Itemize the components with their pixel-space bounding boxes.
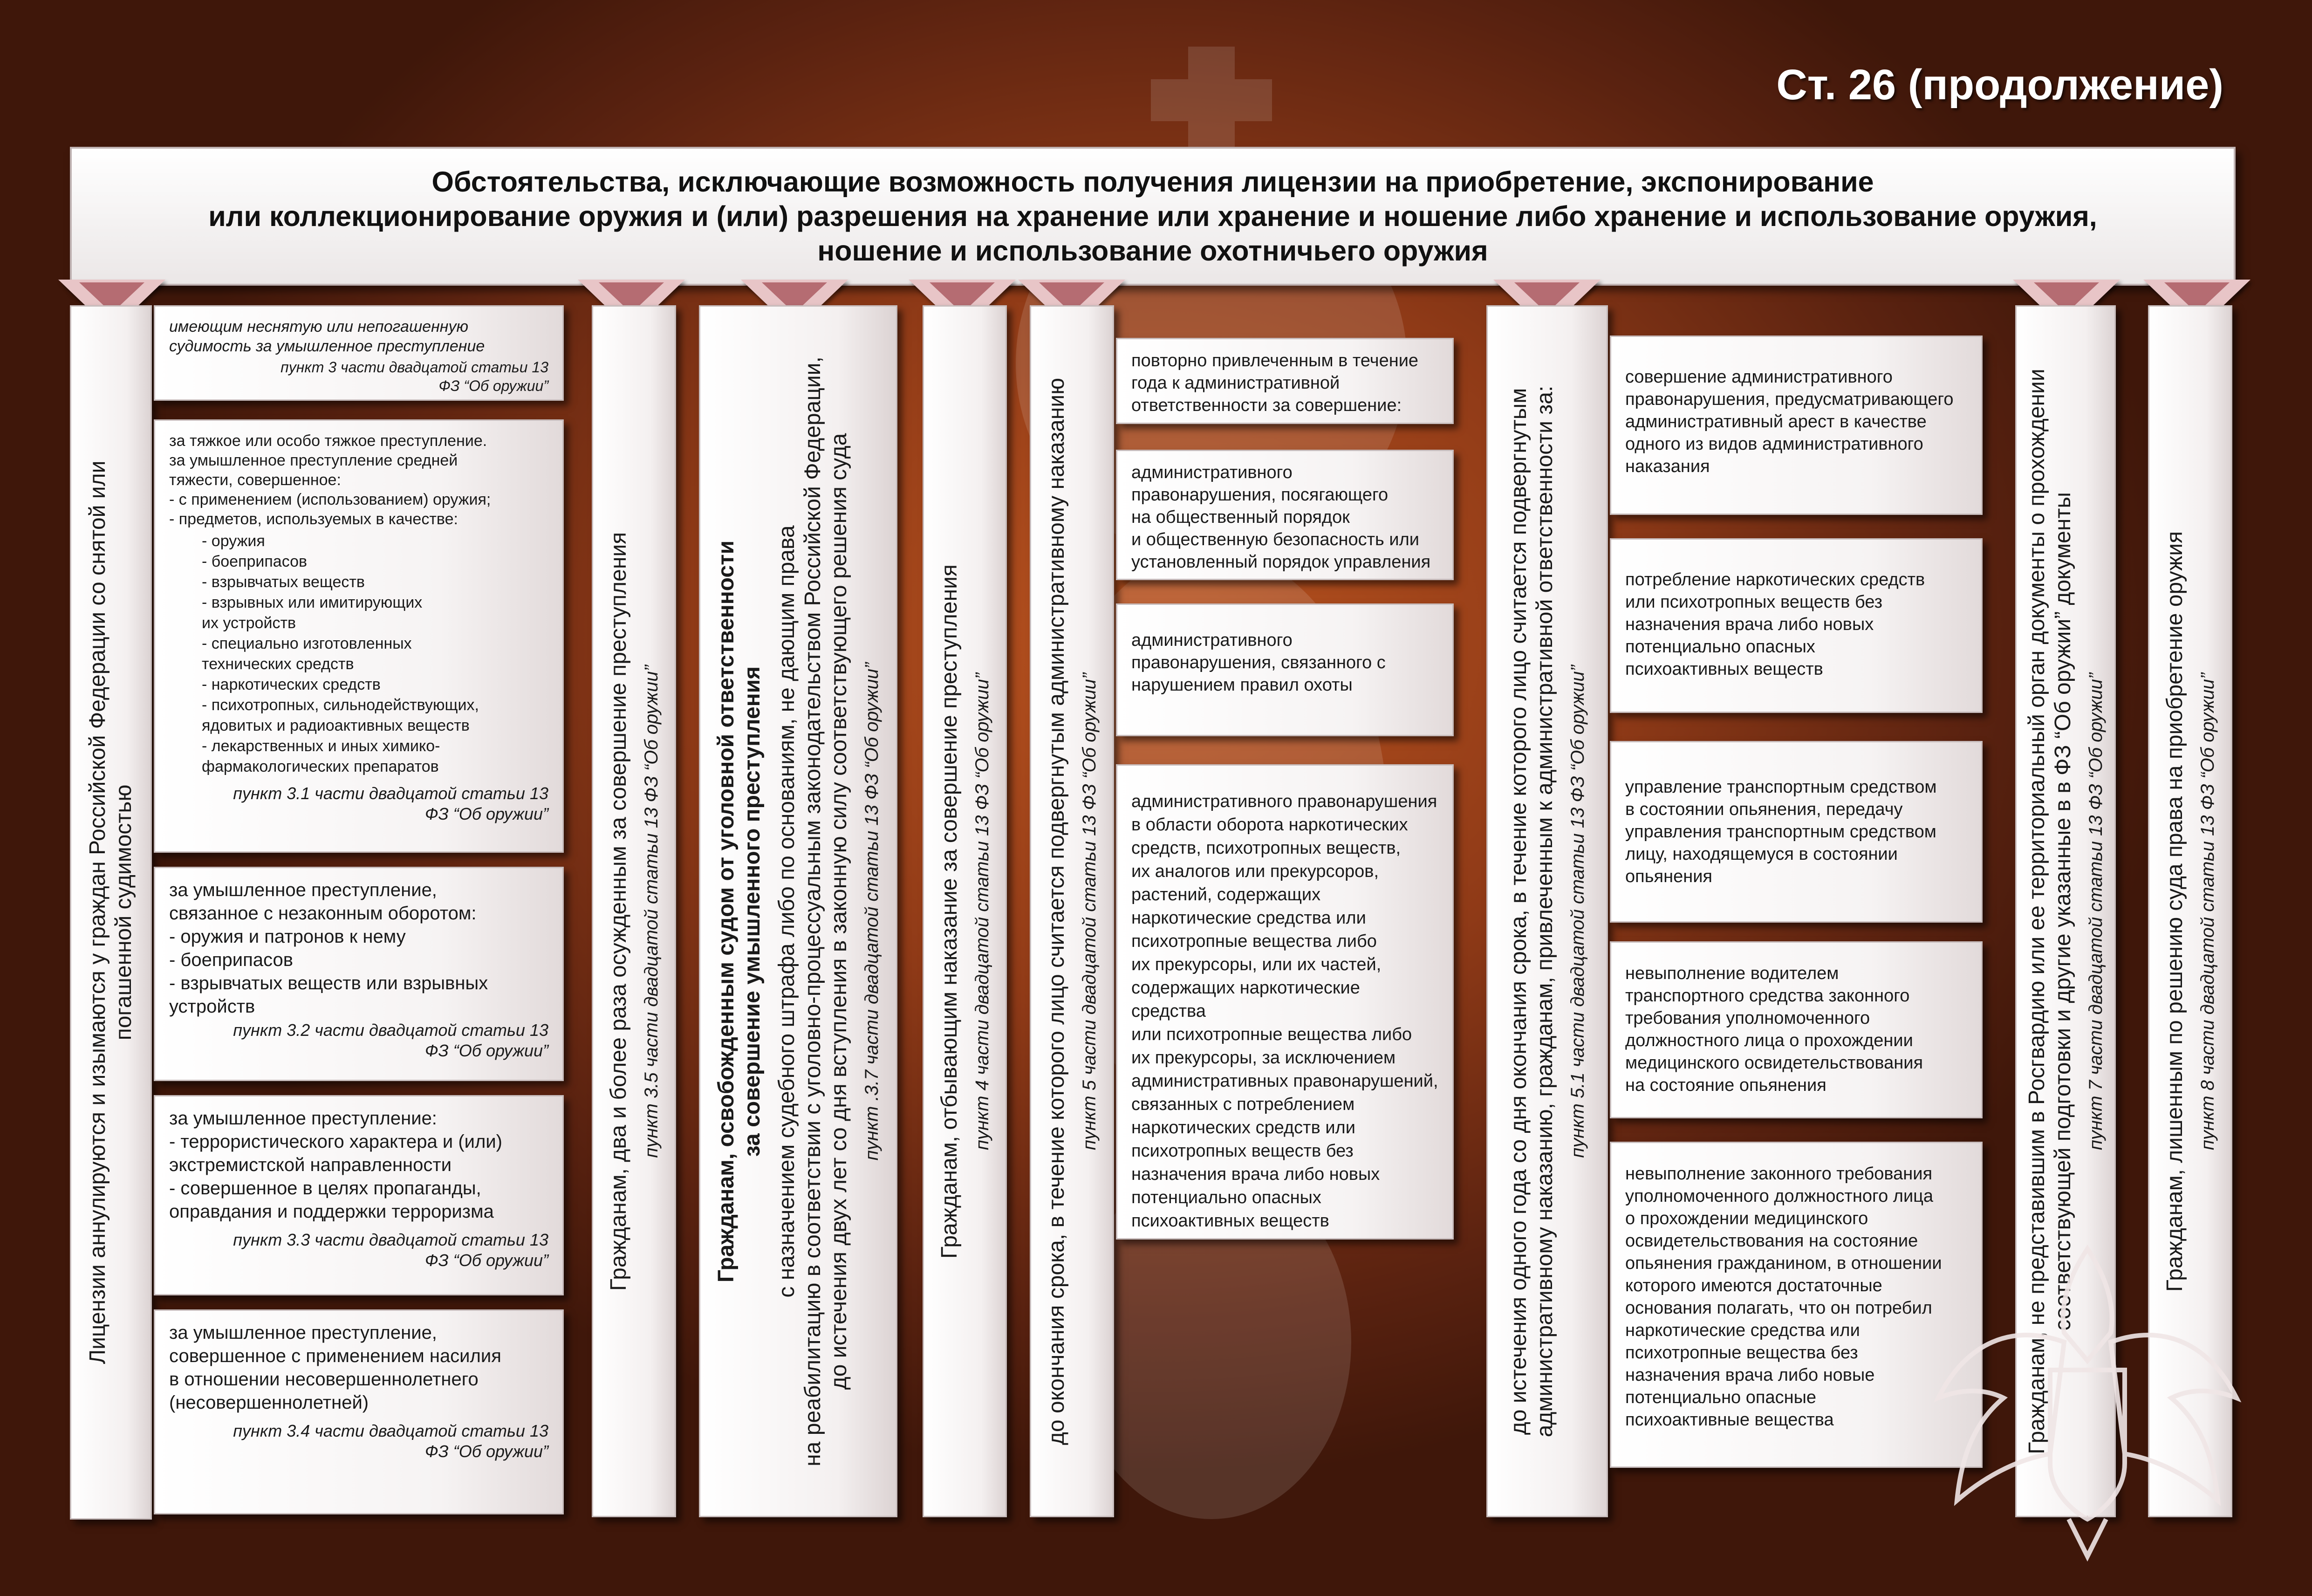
- box-1-2-item: - взрывных или имитирующих их устройств: [202, 592, 548, 633]
- column-5: [1030, 305, 1114, 1517]
- box-1-2-item: - наркотических средств: [202, 674, 548, 695]
- box-1-2-item: - специально изготовленных технических средств: [202, 633, 548, 674]
- box-1-3: [154, 867, 564, 1081]
- column-8-ref: пункт 8 части двадцатой статьи 13 ФЗ “Об оружии”: [2197, 672, 2218, 1150]
- box-1-1: [154, 305, 564, 401]
- column-6: [1486, 305, 1608, 1517]
- box-6-4: [1610, 941, 1983, 1118]
- box-1-1-ref: пункт 3 части двадцатой статьи 13 ФЗ “Об оружии”: [280, 359, 548, 394]
- column-3: [699, 305, 897, 1517]
- box-5-4-text: административного правонарушения в области оборота наркотических средств, психотропных веществ, их аналогов или прекурсоров, растений, содержащих наркотические средства или психотропные вещества либо их прекурсоры, или их частей, содержащих наркотические средства или психотропные вещества либо их прекурсоры, за исключением административных правонарушений, связанных с потреблением наркотических средств или психотропных веществ без назначения врача либо новых потенциально опасных психоактивных веществ: [1131, 792, 1438, 1231]
- box-1-2-item: - психотропных, сильнодействующих, ядовитых и радиоактивных веществ: [202, 695, 548, 736]
- header-box: [70, 147, 2236, 286]
- box-5-2-text: административного правонарушения, посягающего на общественный порядок и общественную безопасность или установленный порядок управления: [1131, 463, 1431, 572]
- box-1-4-ref: пункт 3.3 части двадцатой статьи 13 ФЗ “Об оружии”: [233, 1230, 548, 1270]
- column-4: [923, 305, 1007, 1517]
- column-7-main: Гражданам, не представившим в Росгвардию или ее территориальный орган документы о прохождении соответствующей подготовки и другие указанные в в ФЗ “Об оружии” документы: [2025, 368, 2075, 1454]
- box-1-2-item: - оружия: [202, 531, 548, 551]
- box-5-3-text: административного правонарушения, связанного с нарушением правил охоты: [1131, 630, 1386, 695]
- column-3-main: с назначением судебного штрафа либо по основаниям, не дающим права на реабилитацию в соответствии с уголовно-процессуальным законодательством Российской Федерации, до истечения двух лет со дня вступления в законную силу соответствующего решения суда: [774, 356, 851, 1466]
- header-text: Обстоятельства, исключающие возможность получения лицензии на приобретение, экспонирование или коллекционирование оружия и (или) разрешения на хранение или хранение и ношение либо хранение и использование оружия, ношение и использование охотничьего оружия: [208, 166, 2097, 267]
- box-5-3: [1116, 603, 1454, 736]
- box-5-1: [1116, 338, 1454, 424]
- column-1: [70, 305, 152, 1520]
- column-5-main: до окончания срока, в течение которого лицо считается подвергнутым административному наказанию: [1044, 377, 1069, 1445]
- column-8-main: Гражданам, лишенным по решению суда права на приобретение оружия: [2162, 531, 2187, 1292]
- column-4-ref: пункт 4 части двадцатой статьи 13 ФЗ “Об оружии”: [971, 672, 992, 1150]
- column-3-text: [705, 329, 891, 1494]
- box-1-2-item: - лекарственных и иных химико- фармакологических препаратов: [202, 736, 548, 777]
- box-6-1-text: совершение административного правонарушения, предусматривающего административный арест в качестве одного из видов административного наказания: [1625, 367, 1954, 476]
- box-1-2-item: - взрывчатых веществ: [202, 572, 548, 592]
- box-6-2-text: потребление наркотических средств или психотропных веществ без назначения врача либо новых потенциально опасных психоактивных веществ: [1625, 570, 1925, 679]
- box-1-1-text: имеющим неснятую или непогашенную судимость за умышленное преступление: [169, 318, 485, 355]
- box-1-5-text: за умышленное преступление, совершенное с применением насилия в отношении несовершеннолетнего (несовершеннолетней): [169, 1322, 501, 1413]
- column-5-text: [1035, 329, 1109, 1494]
- box-6-2: [1610, 538, 1983, 713]
- column-2-ref: пункт 3.5 части двадцатой статьи 13 ФЗ “Об оружии”: [641, 664, 662, 1158]
- column-2-text: [597, 329, 671, 1494]
- box-1-4-text: за умышленное преступление: - террористического характера и (или) экстремистской направленности - совершенное в целях пропаганды, оправдания и поддержки терроризма: [169, 1108, 502, 1222]
- box-1-4: [154, 1095, 564, 1295]
- box-1-5-ref: пункт 3.4 части двадцатой статьи 13 ФЗ “Об оружии”: [233, 1421, 548, 1461]
- box-6-1: [1610, 336, 1983, 515]
- box-1-2-ref: пункт 3.1 части двадцатой статьи 13 ФЗ “Об оружии”: [233, 784, 548, 823]
- column-1-main: Лицензии аннулируются и изымаются у граждан Российской Федерации со снятой или погашенной судимостью: [85, 460, 136, 1364]
- column-6-ref: пункт 5.1 части двадцатой статьи 13 ФЗ “Об оружии”: [1567, 664, 1588, 1158]
- box-6-4-text: невыполнение водителем транспортного средства законного требования уполномоченного должностного лица о прохождении медицинского освидетельствования на состояние опьянения: [1625, 964, 1923, 1095]
- column-2: [592, 305, 676, 1517]
- box-1-2: [154, 419, 564, 853]
- column-4-text: [928, 329, 1002, 1494]
- column-3-ref: пункт .3.7 части двадцатой статьи 13 ФЗ “Об оружии”: [862, 662, 882, 1160]
- box-5-4: [1116, 764, 1454, 1240]
- box-1-3-ref: пункт 3.2 части двадцатой статьи 13 ФЗ “Об оружии”: [233, 1021, 548, 1060]
- box-1-3-text: за умышленное преступление, связанное с незаконным оборотом: - оружия и патронов к нему - боеприпасов - взрывчатых веществ или взрывных устройств: [169, 880, 488, 1017]
- slide-title: Ст. 26 (продолжение): [1776, 61, 2223, 109]
- column-6-main: до истечения одного года со дня окончания срока, в течение которого лицо считается подвергнутым административному наказанию, гражданам, привлеченным к административной ответственности за:: [1506, 385, 1557, 1437]
- column-6-text: [1498, 329, 1597, 1494]
- column-1-text: [76, 330, 145, 1495]
- column-3-bold: Гражданам, освобожденным судом от уголовной ответственности за совершение умышленного преступления: [714, 540, 765, 1282]
- column-2-main: Гражданам, два и более раза осужденным за совершение преступления: [606, 532, 631, 1291]
- box-5-1-text: повторно привлеченным в течение года к административной ответственности за совершение:: [1131, 351, 1419, 415]
- box-6-5-text: невыполнение законного требования уполномоченного должностного лица о прохождении медицинского освидетельствования на состояние опьянения гражданином, в отношении которого имеются достаточные основания полагать, что он потребил наркотические средства или психотропные вещества без назначения врача либо новые потенциально опасные психоактивные вещества: [1625, 1164, 1942, 1430]
- eagle-emblem-icon: [1910, 1221, 2264, 1575]
- box-1-5: [154, 1309, 564, 1514]
- box-1-2-list: [169, 531, 548, 777]
- box-5-2: [1116, 450, 1454, 580]
- box-6-3-text: управление транспортным средством в состоянии опьянения, передачу управления транспортным средством лицу, находящемуся в состоянии опьянения: [1625, 777, 1937, 886]
- box-6-3: [1610, 741, 1983, 923]
- box-1-2-item: - боеприпасов: [202, 551, 548, 572]
- column-4-main: Гражданам, отбывающим наказание за совершение преступления: [937, 564, 962, 1259]
- box-1-2-text: за тяжкое или особо тяжкое преступление. за умышленное преступление средней тяжести, совершенное: - с применением (использованием) оружия; - предметов, используемых в качестве:: [169, 432, 491, 528]
- column-7-ref: пункт 7 части двадцатой статьи 13 ФЗ “Об оружии”: [2086, 672, 2106, 1150]
- column-5-ref: пункт 5 части двадцатой статьи 13 ФЗ “Об оружии”: [1079, 672, 1100, 1150]
